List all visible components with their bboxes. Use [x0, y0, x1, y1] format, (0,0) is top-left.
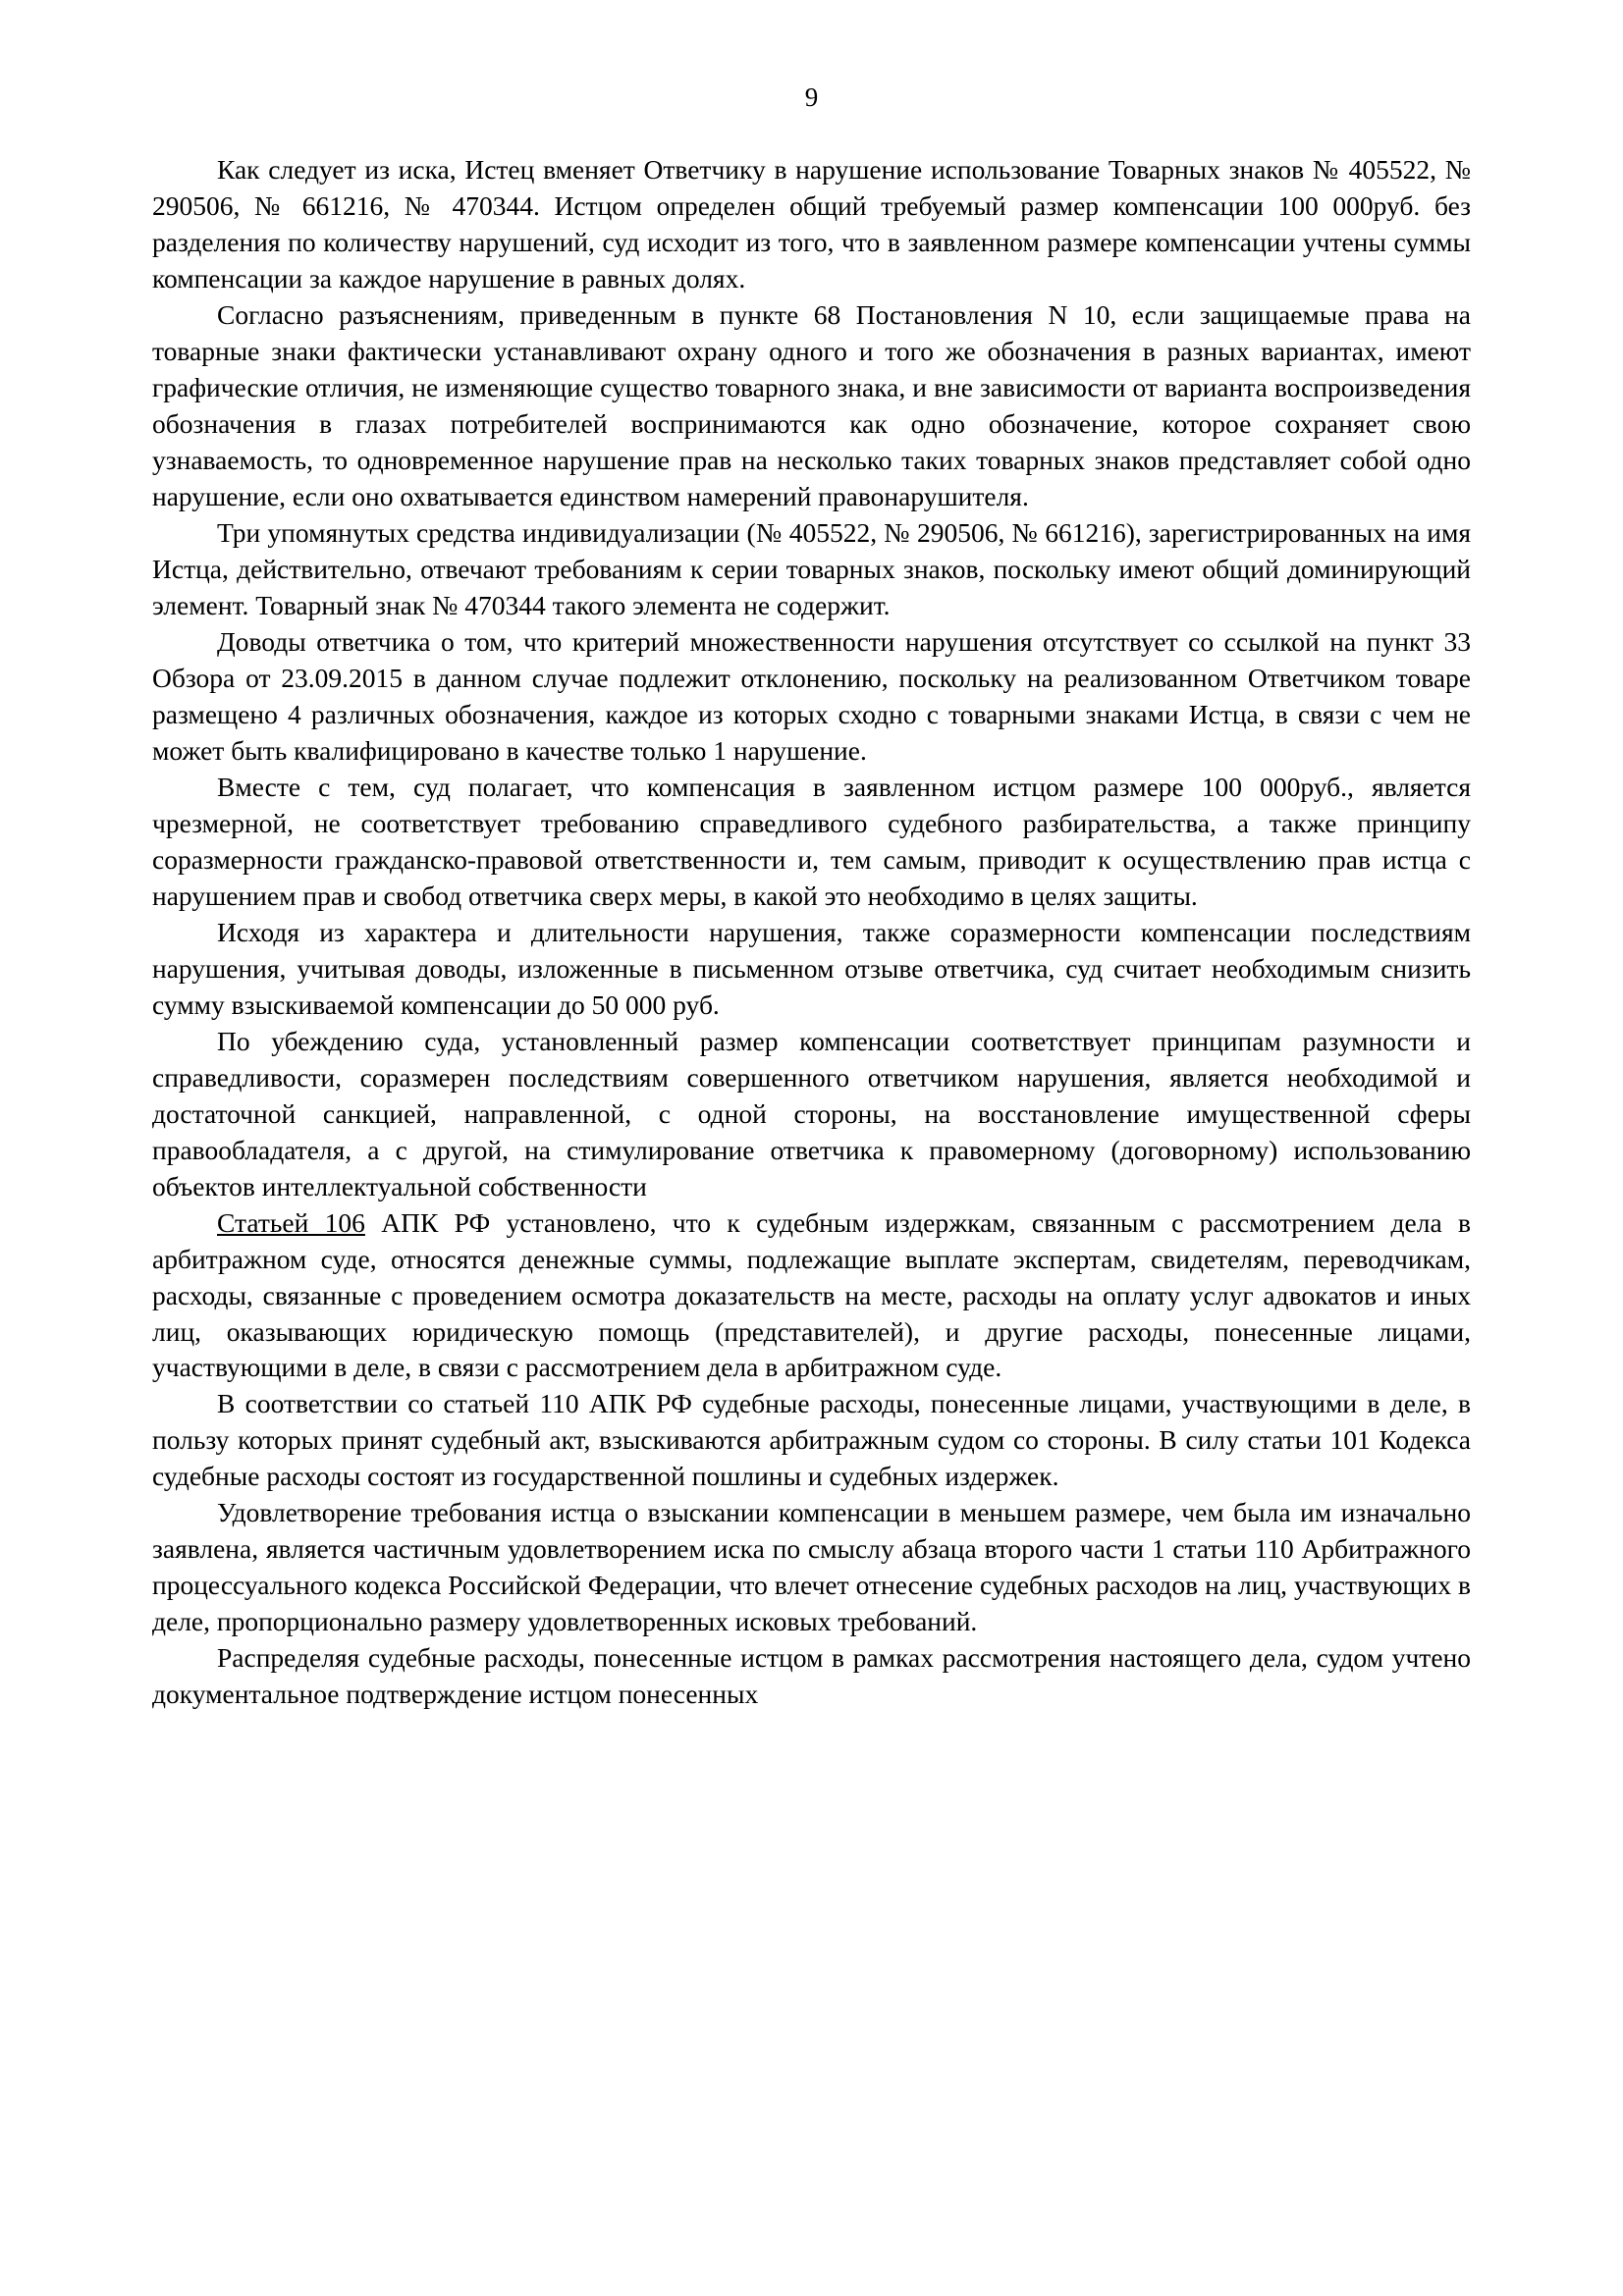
paragraph-with-citation — [152, 1205, 1471, 1387]
paragraph: В соответствии со статьей 110 АПК РФ судебные расходы, понесенные лицами, участвующими в деле, в пользу которых принят судебный акт, взыскиваются арбитражным судом со стороны. В силу статьи 101 Кодекса судебные расходы состоят из государственной пошлины и судебных издержек. — [152, 1388, 1471, 1492]
paragraph: Как следует из иска, Истец вменяет Ответчику в нарушение использование Товарных знаков № 405522, № 290506, № 661216, № 470344. Истцом определен общий требуемый размер компенсации 100 000руб. без разделения по количеству нарушений, суд исходит из того, что в заявленном размере компенсации учтены суммы компенсации за каждое нарушение в равных долях. — [152, 154, 1471, 294]
paragraph-remainder: АПК РФ установлено, что к судебным издержкам, связанным с рассмотрением дела в арбитражном суде, относятся денежные суммы, подлежащие выплате экспертам, свидетелям, переводчикам, расходы, связанные с проведением осмотра доказательств на месте, расходы на оплату услуг адвокатов и иных лиц, оказывающих юридическую помощь (представителей), и другие расходы, понесенные лицами, участвующими в деле, в связи с рассмотрением дела в арбитражном суде. — [152, 1206, 1472, 1383]
paragraph: По убеждению суда, установленный размер компенсации соответствует принципам разумности и справедливости, соразмерен последствиям совершенного ответчиком нарушения, является необходимой и достаточной санкцией, направленной, с одной стороны, на восстановление имущественной сферы правообладателя, а с другой, на стимулирование ответчика к правомерному (договорному) использованию объектов интеллектуальной собственности — [152, 1025, 1471, 1201]
paragraph: Согласно разъяснениям, приведенным в пункте 68 Постановления N 10, если защищаемые права на товарные знаки фактически устанавливают охрану одного и того же обозначения в разных вариантах, имеют графические отличия, не изменяющие существо товарного знака, и вне зависимости от варианта воспроизведения обозначения в глазах потребителей воспринимаются как одно обозначение, которое сохраняет свою узнаваемость, то одновременное нарушение прав на несколько таких товарных знаков представляет собой одно нарушение, если оно охватывается единством намерений правонарушителя. — [152, 298, 1471, 511]
paragraph: Исходя из характера и длительности нарушения, также соразмерности компенсации последствиям нарушения, учитывая доводы, изложенные в письменном отзыве ответчика, суд считает необходимым снизить сумму взыскиваемой компенсации до 50 000 руб. — [152, 916, 1471, 1020]
statute-reference: Статьей 106 — [217, 1206, 365, 1238]
document-body — [152, 152, 1471, 1713]
paragraph: Распределяя судебные расходы, понесенные истцом в рамках рассмотрения настоящего дела, судом учтено документальное подтверждение истцом понесенных — [152, 1642, 1471, 1710]
page-number: 9 — [804, 82, 819, 112]
paragraph: Вместе с тем, суд полагает, что компенсация в заявленном истцом размере 100 000руб., является чрезмерной, не соответствует требованию справедливого судебного разбирательства, а также принципу соразмерности гражданско-правовой ответственности и, тем самым, приводит к осуществлению прав истца с нарушением прав и свобод ответчика сверх меры, в какой это необходимо в целях защиты. — [152, 771, 1471, 911]
paragraph: Доводы ответчика о том, что критерий множественности нарушения отсутствует со ссылкой на пункт 33 Обзора от 23.09.2015 в данном случае подлежит отклонению, поскольку на реализованном Ответчиком товаре размещено 4 различных обозначения, каждое из которых сходно с товарными знаками Истца, в связи с чем не может быть квалифицировано в качестве только 1 нарушение. — [152, 625, 1471, 766]
paragraph: Три упомянутых средства индивидуализации (№ 405522, № 290506, № 661216), зарегистрированных на имя Истца, действительно, отвечают требованиям к серии товарных знаков, поскольку имеют общий доминирующий элемент. Товарный знак № 470344 такого элемента не содержит. — [152, 516, 1471, 620]
paragraph: Удовлетворение требования истца о взыскании компенсации в меньшем размере, чем была им изначально заявлена, является частичным удовлетворением иска по смыслу абзаца второго части 1 статьи 110 Арбитражного процессуального кодекса Российской Федерации, что влечет отнесение судебных расходов на лиц, участвующих в деле, пропорционально размеру удовлетворенных исковых требований. — [152, 1497, 1471, 1637]
